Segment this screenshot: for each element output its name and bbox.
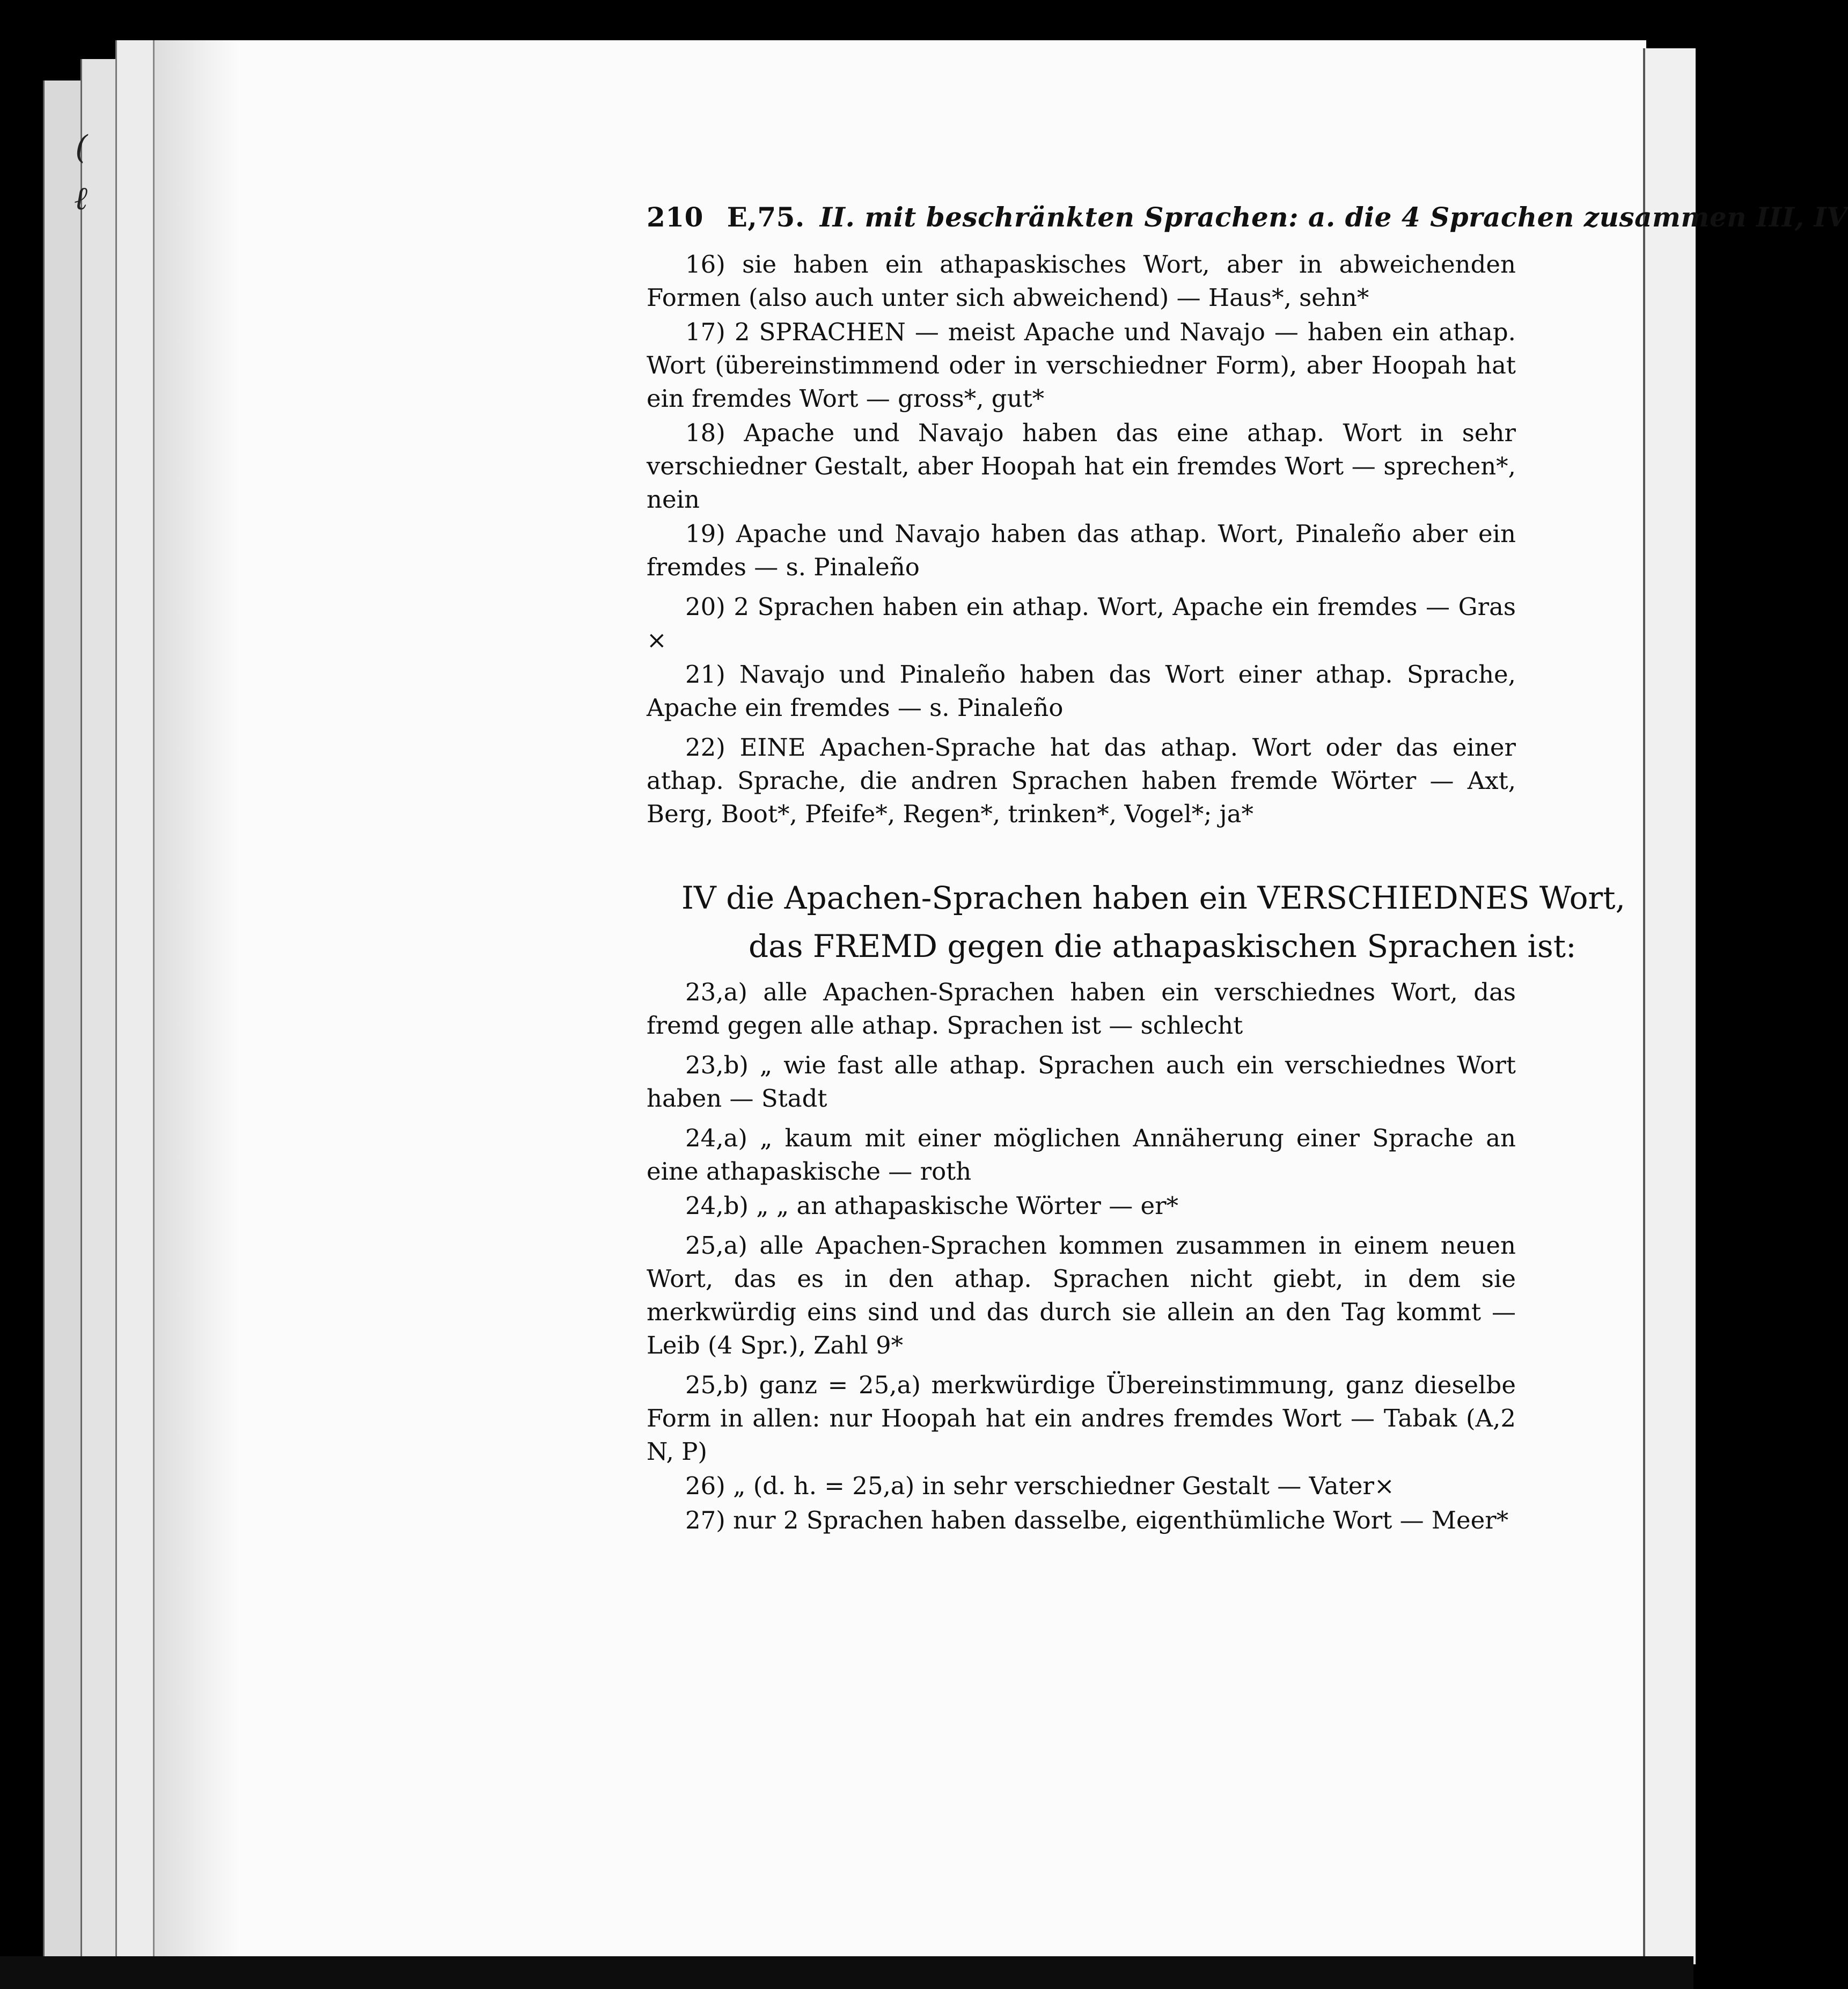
numbered-entry: 23,a) alle Apachen-Sprachen haben ein verschiednes Wort, das fremd gegen alle athap. Sprachen ist — schlecht (647, 978, 1516, 1040)
page-text-block (647, 201, 1848, 1537)
numbered-entry: 25,a) alle Apachen-Sprachen kommen zusammen in einem neuen Wort, das es in den athap. Sprachen nicht giebt, in dem sie merkwürdig eins sind und das durch sie allein an den Tag kommt — Leib (4 Spr.), Zahl 9* (647, 1231, 1516, 1359)
margin-mark: ( (75, 129, 88, 166)
numbered-entry: 24,a) „ kaum mit einer möglichen Annäherung einer Sprache an eine athapaskische — roth (647, 1124, 1516, 1186)
numbered-entry: 20) 2 Sprachen haben ein athap. Wort, Apache ein fremdes — Gras × (647, 593, 1516, 654)
gutter-shadow (153, 40, 239, 1972)
section-heading (647, 874, 1626, 970)
page-number: 210 (647, 201, 703, 233)
numbered-entry: 27) nur 2 Sprachen haben dasselbe, eigenthümliche Wort — Meer* (685, 1506, 1509, 1534)
numbered-entry: 18) Apache und Navajo haben das eine athap. Wort in sehr verschiedner Gestalt, aber Hoopah hat ein fremdes Wort — sprechen*, nein (647, 419, 1516, 514)
section-heading-line: das FREMD gegen die athapaskischen Sprachen ist: (749, 928, 1576, 964)
facing-page-edge (1643, 48, 1696, 1964)
numbered-entry: 25,b) ganz = 25,a) merkwürdige Übereinstimmung, ganz dieselbe Form in allen: nur Hoopah hat ein andres fremdes Wort — Tabak (A,2 N, P) (647, 1371, 1516, 1466)
section-heading-line: IV die Apachen-Sprachen haben ein VERSCHIEDNES Wort, (681, 880, 1626, 916)
section-number: E,75. (727, 201, 805, 233)
numbered-entry: 21) Navajo und Pinaleño haben das Wort einer athap. Sprache, Apache ein fremdes — s. Pinaleño (647, 660, 1516, 722)
margin-mark: ℓ (74, 180, 87, 217)
numbered-entry: 24,b) „ „ an athapaskische Wörter — er* (685, 1191, 1179, 1220)
numbered-entry: 23,b) „ wie fast alle athap. Sprachen auch ein verschiednes Wort haben — Stadt (647, 1051, 1516, 1113)
numbered-entry: 17) 2 SPRACHEN — meist Apache und Navajo — haben ein athap. Wort (übereinstimmend oder in verschiedner Form), aber Hoopah hat ein fremdes Wort — gross*, gut* (647, 318, 1516, 413)
numbered-entry: 22) EINE Apachen-Sprache hat das athap. Wort oder das einer athap. Sprache, die andren Sprachen haben fremde Wörter — Axt, Berg, Boot*, Pfeife*, Regen*, trinken*, Vogel*; ja* (647, 733, 1516, 828)
scan-bottom-border (0, 1956, 1693, 1989)
numbered-entry: 19) Apache und Navajo haben das athap. Wort, Pinaleño aber ein fremdes — s. Pinaleño (647, 520, 1516, 581)
running-header (647, 201, 1848, 233)
numbered-entry: 26) „ (d. h. = 25,a) in sehr verschiedner Gestalt — Vater× (685, 1472, 1395, 1500)
running-title: II. mit beschränkten Sprachen: a. die 4 Sprachen zusammen III, IV (819, 201, 1848, 233)
numbered-entry: 16) sie haben ein athapaskisches Wort, aber in abweichenden Formen (also auch unter sich abweichend) — Haus*, sehn* (647, 250, 1516, 312)
